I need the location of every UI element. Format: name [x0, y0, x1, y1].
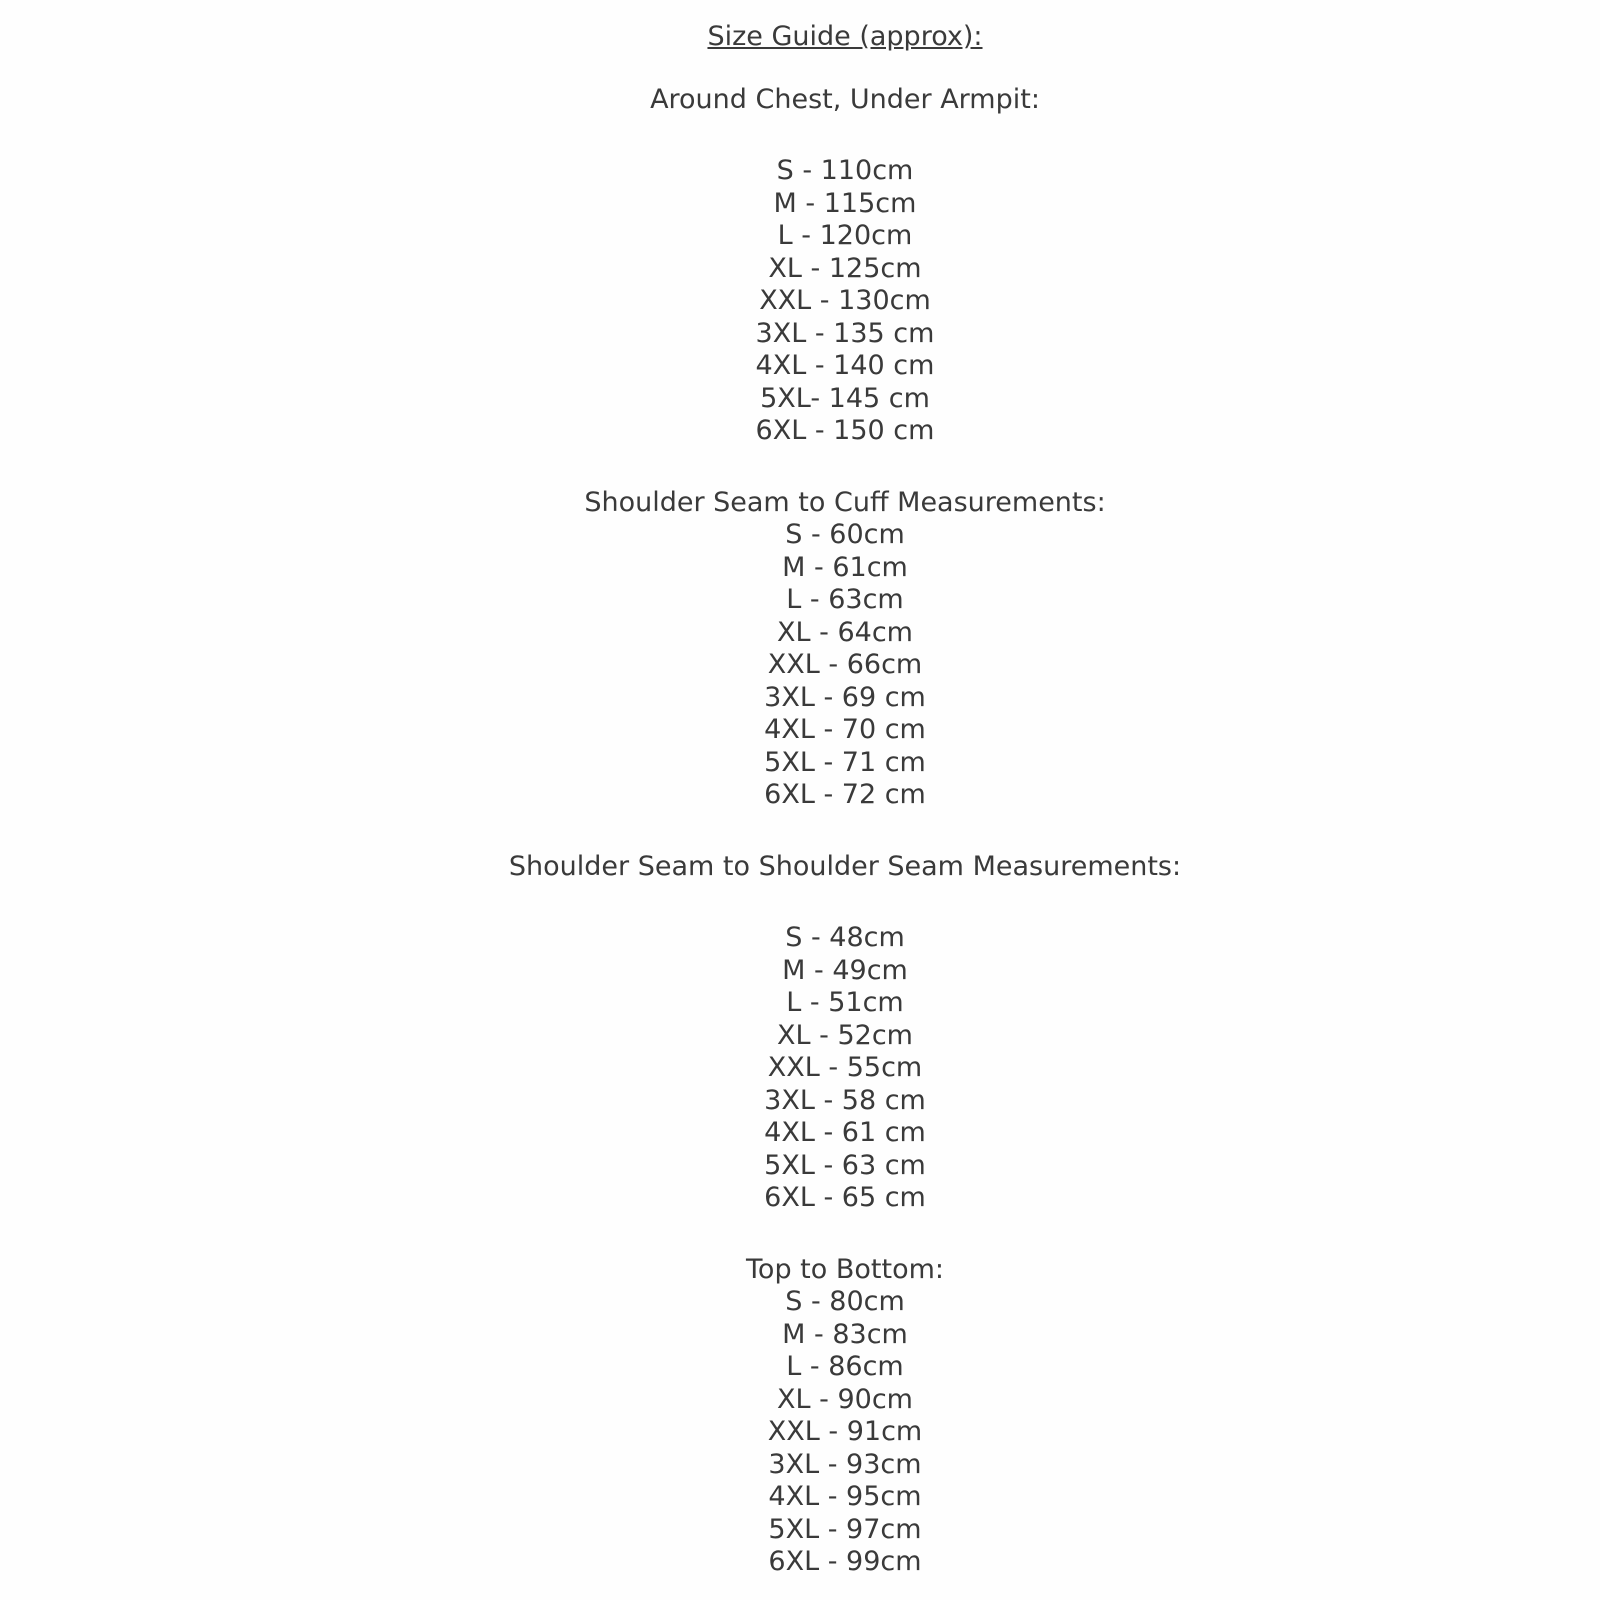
size-section [90, 1254, 1600, 1579]
size-row: 4XL - 95cm [768, 1481, 922, 1512]
section-list [90, 922, 1600, 1215]
size-row: XXL - 55cm [767, 1052, 923, 1083]
size-row: XXL - 91cm [767, 1416, 923, 1447]
size-row: 3XL - 58 cm [764, 1084, 926, 1116]
size-row: L - 86cm [786, 1351, 904, 1382]
size-row: M - 61cm [782, 551, 908, 583]
size-row: M - 115cm [773, 187, 917, 219]
size-row: 6XL - 72 cm [764, 779, 926, 810]
size-row: XL - 52cm [777, 1019, 913, 1051]
size-row: 6XL - 65 cm [764, 1182, 926, 1213]
size-row: 6XL - 99cm [768, 1546, 922, 1577]
size-row: 5XL - 97cm [768, 1513, 922, 1545]
size-row: 3XL - 69 cm [764, 681, 926, 713]
size-row: 5XL - 71 cm [764, 746, 926, 778]
size-row: 5XL - 63 cm [764, 1149, 926, 1181]
size-section [90, 487, 1600, 812]
size-row: XL - 125cm [768, 252, 922, 284]
size-row: S - 110cm [776, 155, 914, 186]
size-row: 5XL- 145 cm [760, 382, 930, 414]
section-list [90, 519, 1600, 812]
size-row: S - 48cm [785, 922, 905, 953]
size-row: 4XL - 140 cm [755, 350, 935, 381]
size-section [90, 84, 1600, 448]
size-row: XXL - 66cm [767, 649, 923, 680]
size-row: S - 80cm [785, 1286, 905, 1317]
size-row: L - 120cm [777, 220, 913, 251]
size-row: 4XL - 70 cm [764, 714, 926, 745]
section-heading: Around Chest, Under Armpit: [650, 83, 1040, 115]
size-row: L - 51cm [786, 987, 904, 1018]
section-heading: Top to Bottom: [746, 1253, 944, 1285]
size-row: M - 49cm [782, 954, 908, 986]
size-row: 3XL - 135 cm [755, 317, 935, 349]
section-heading: Shoulder Seam to Shoulder Seam Measurements: [508, 850, 1182, 882]
size-row: XXL - 130cm [759, 285, 931, 316]
size-section [90, 851, 1600, 1215]
size-row: 3XL - 93cm [768, 1448, 922, 1480]
page-title: Size Guide (approx): [707, 21, 983, 52]
size-row: 4XL - 61 cm [764, 1117, 926, 1148]
sections [90, 84, 1600, 1579]
size-row: XL - 64cm [777, 616, 913, 648]
size-row: 6XL - 150 cm [755, 415, 935, 446]
size-row: L - 63cm [786, 584, 904, 615]
section-list [90, 155, 1600, 448]
size-row: XL - 90cm [777, 1383, 913, 1415]
size-row: M - 83cm [782, 1318, 908, 1350]
section-heading: Shoulder Seam to Cuff Measurements: [584, 486, 1106, 518]
section-list [90, 1286, 1600, 1579]
size-row: S - 60cm [785, 519, 905, 550]
